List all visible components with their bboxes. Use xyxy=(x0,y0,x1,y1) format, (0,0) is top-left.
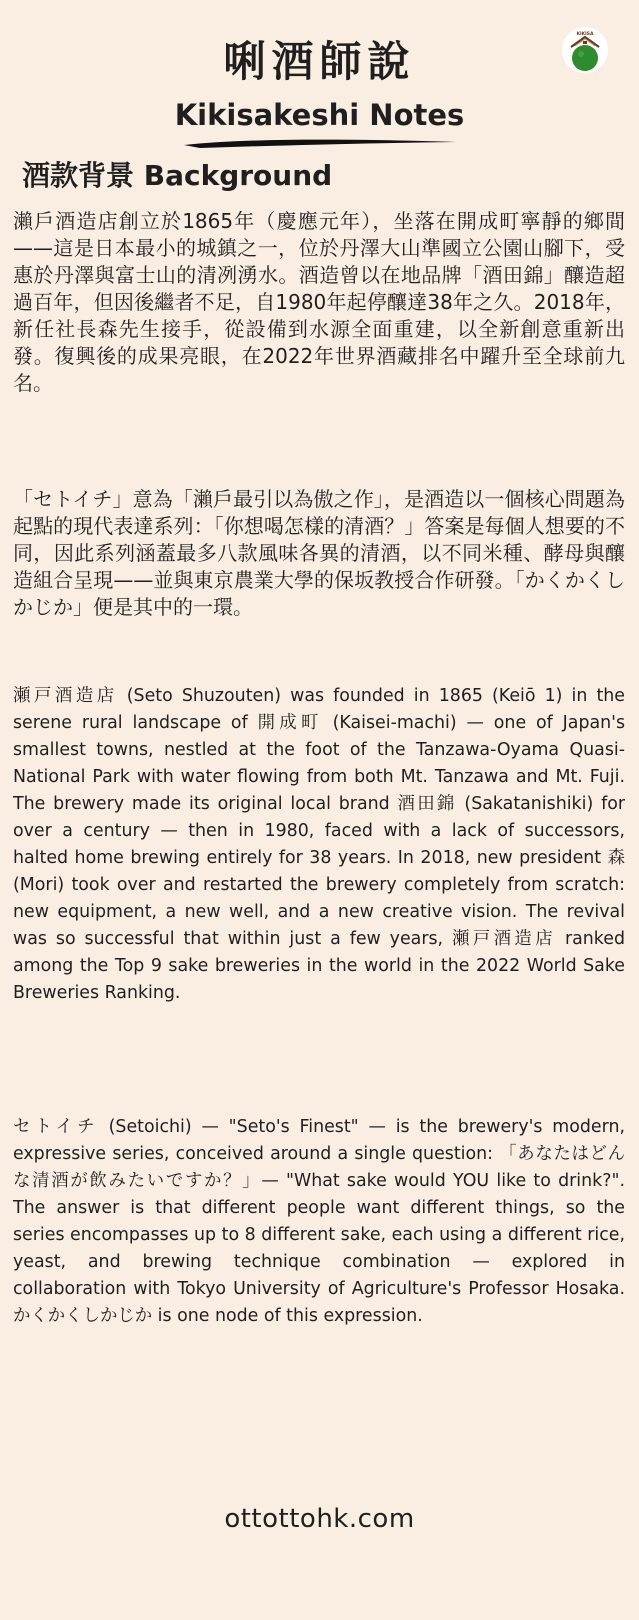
logo-text: KIKISA xyxy=(576,32,594,37)
page-title-zh: 唎酒師說 xyxy=(223,37,416,86)
footer-website-url[interactable]: ottottohk.com xyxy=(224,1504,415,1534)
paragraph-en-series: セトイチ (Setoichi) — "Seto's Finest" — is the brewery's modern, expressive series, conceived around a single question: 「あなたはどんな清酒が飲みたいですか？」— "What sake would YOU like to drink?". The answer is that different people want different things, so the series encompasses up to 8 different sake, each using a different rice, yeast, and brewing technique combination — explored in collaboration with Tokyo University of Agriculture's Professor Hosaka. かくかくしかじか is one node of this expression. xyxy=(13,1117,625,1326)
paragraph-en-history: 瀬戸酒造店 (Seto Shuzouten) was founded in 1865 (Keiō 1) in the serene rural landscape of 開成町 (Kaisei-machi) — one of Japan's smallest towns, nestled at the foot of the Tanzawa-Oyama Quasi-National Park with water flowing from both Mt. Tanzawa and Mt. Fuji. The brewery made its original local brand 酒田錦 (Sakatanishiki) for over a century — then in 1980, faced with a lack of successors, halted home brewing entirely for 38 years. In 2018, new president 森 (Mori) took over and restarted the brewery completely from scratch: new equipment, a new well, and a new creative vision. The revival was so successful that within just a few years, 瀬戸酒造店 ranked among the Top 9 sake breweries in the world in the 2022 World Sake Breweries Ranking. xyxy=(13,686,625,1003)
paragraph-zh-series: 「セトイチ」意為「瀨戶最引以為傲之作」，是酒造以一個核心問題為起點的現代表達系列：「你想喝怎樣的清酒？」答案是每個人想要的不同，因此系列涵蓋最多八款風味各異的清酒，以不同米種、酵母與釀造組合呈現——並與東京農業大學的保坂教授合作研發。「かくかくしかじか」便是其中的一環。 xyxy=(13,487,625,619)
paragraph-zh-history: 瀨戶酒造店創立於1865年（慶應元年），坐落在開成町寧靜的鄉間——這是日本最小的城鎮之一，位於丹澤大山準國立公園山腳下，受惠於丹澤與富士山的清冽湧水。酒造曾以在地品牌「酒田錦」釀造超過百年，但因後繼者不足，自1980年起停釀達38年之久。2018年，新任社長森先生接手，從設備到水源全面重建，以全新創意重新出發。復興後的成果亮眼，在2022年世界酒藏排名中躍升至全球前九名。 xyxy=(13,209,625,395)
title-underline xyxy=(180,136,460,150)
page-title-en: Kikisakeshi Notes xyxy=(174,98,465,132)
section-title: 酒款背景 Background xyxy=(22,159,333,192)
page-header xyxy=(0,34,639,150)
